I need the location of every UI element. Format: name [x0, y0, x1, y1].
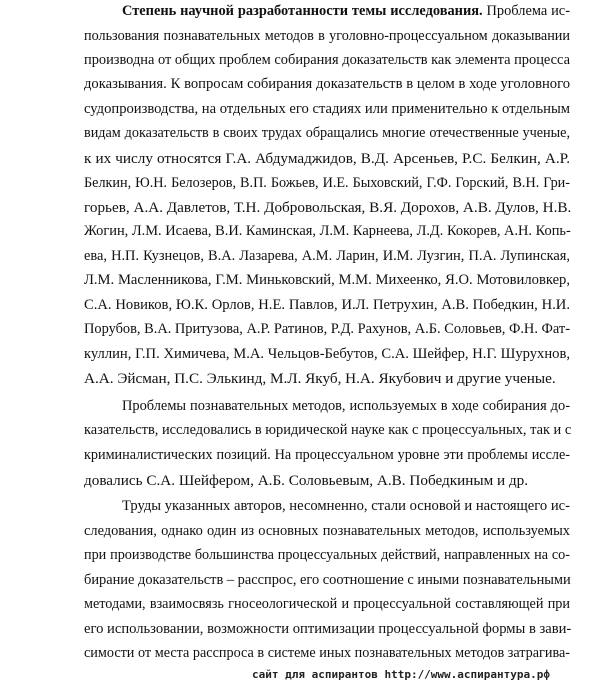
text-line: судопроизводства, на отдельных его стадиях или применительно к отдельным [84, 101, 570, 117]
text-line: к их числу относятся Г.А. Абдумаджидов, В.Д. Арсеньев, Р.С. Белкин, А.Р. [84, 150, 570, 167]
text-line: доказывания. К вопросам собирания доказательств в целом в ходе уголовного [84, 76, 570, 92]
text-line: ева, Н.П. Кузнецов, В.А. Лазарева, А.М. Ларин, И.М. Лузгин, П.А. Лупинская, [84, 248, 570, 264]
text-line: симости от места расспроса в системе иных познавательных методов затрагива- [84, 645, 570, 661]
text-line: казательств, исследовались в юридической науке как с процессуальных, так и с [84, 422, 572, 438]
text-line: его использовании, возможности оптимизации процессуальной формы в зави- [84, 621, 572, 637]
text-line: Степень научной разработанности темы исследования. Проблема ис- [122, 3, 570, 19]
text-line: методами, взаимосвязь гносеологической и процессуальной составляющей при [84, 596, 570, 612]
text-line: Л.М. Масленникова, Г.М. Миньковский, М.М. Михеенко, Я.О. Мотовиловкер, [84, 272, 570, 288]
text-line: Порубов, В.А. Притузова, А.Р. Ратинов, Р.Д. Рахунов, А.Б. Соловьев, Ф.Н. Фат- [84, 321, 570, 337]
text-line: С.А. Новиков, Ю.К. Орлов, Н.Е. Павлов, И.Л. Петрухин, А.В. Победкин, Н.И. [84, 297, 570, 313]
text-line: криминалистических позиций. На процессуальном уровне эти проблемы иссле- [84, 447, 570, 463]
text-line: куллин, Г.П. Химичева, М.А. Чельцов-Бебутов, С.А. Шейфер, Н.Г. Шурухнов, [84, 346, 570, 362]
text-line: довались С.А. Шейфером, А.Б. Соловьевым, А.В. Победкиным и др. [84, 472, 529, 489]
text-line: Труды указанных авторов, несомненно, стали основой и настоящего ис- [122, 498, 570, 514]
text-line: производна от общих проблем собирания доказательств как элемента процесса [84, 52, 570, 68]
text-line: пользования познавательных методов в уголовно-процессуальном доказывании [84, 28, 570, 44]
site-watermark: сайт для аспирантов http://www.аспирантура.рф [252, 668, 551, 681]
text-line: Проблемы познавательных методов, используемых в ходе собирания до- [122, 398, 570, 414]
text-line: Белкин, Ю.Н. Белозеров, В.П. Божьев, И.Е. Быховский, Г.Ф. Горский, В.Н. Гри- [84, 175, 570, 191]
text-line: горьев, А.А. Давлетов, Т.Н. Добровольская, В.Я. Дорохов, А.В. Дулов, Н.В. [84, 199, 572, 216]
text-line: при производстве большинства процессуальных действий, направленных на со- [84, 547, 570, 563]
text-line: следования, однако один из основных познавательных методов, используемых [84, 523, 570, 539]
text-line: видам доказательств в своих трудах обращались многие отечественные ученые, [84, 125, 570, 141]
section-heading: Степень научной разработанности темы исследования. [122, 3, 483, 19]
text-line: Жогин, Л.М. Исаева, В.И. Каминская, Л.М. Карнеева, Л.Д. Кокорев, А.Н. Копь- [84, 223, 571, 239]
text-line: А.А. Эйсман, П.С. Элькинд, М.Л. Якуб, Н.А. Якубович и другие ученые. [84, 370, 556, 387]
text-line: бирание доказательств – расспрос, его соотношение с иными познавательными [84, 572, 571, 588]
